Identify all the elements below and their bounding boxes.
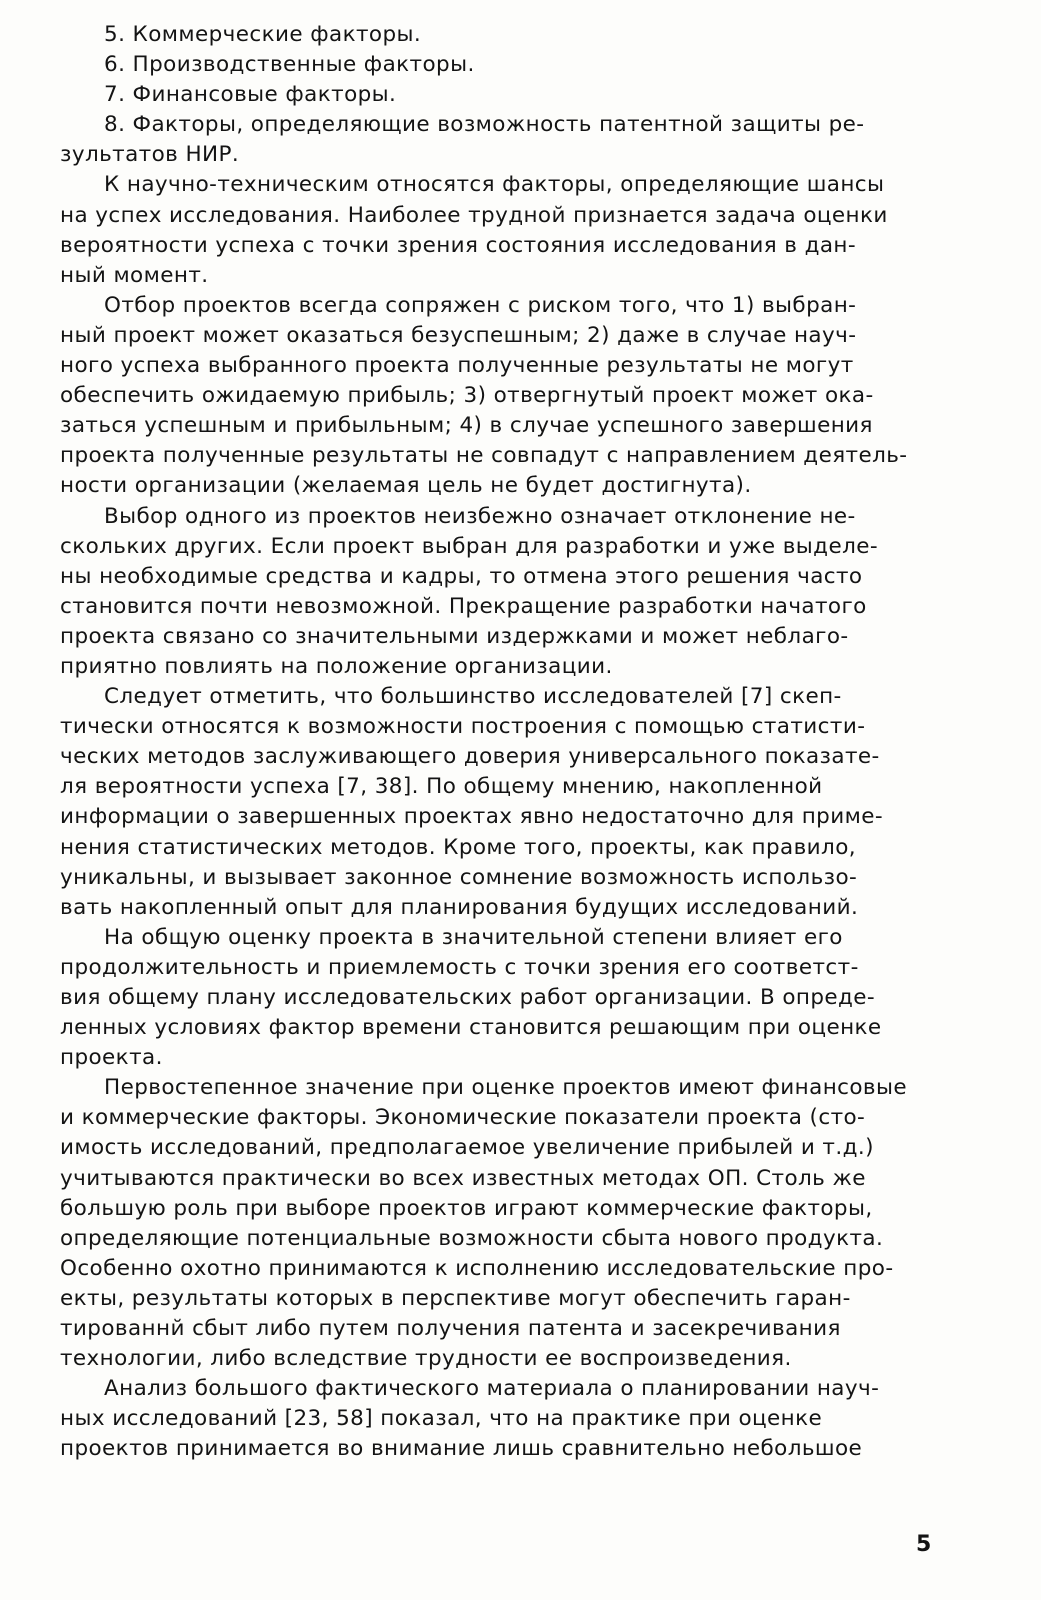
text-line: заться успешным и прибыльным; 4) в случае успешного завершения bbox=[60, 413, 873, 439]
text-line: екты, результаты которых в перспективе могут обеспечить гаран- bbox=[60, 1285, 851, 1311]
text-line: информации о завершенных проектах явно недостаточно для приме- bbox=[60, 804, 883, 830]
text-line: Следует отметить, что большинство исследователей [7] скеп- bbox=[104, 684, 842, 710]
factor-list bbox=[60, 20, 990, 170]
list-item: 8. Факторы, определяющие возможность патентной защиты ре- bbox=[104, 112, 865, 138]
text-line: вия общему плану исследовательских работ организации. В опреде- bbox=[60, 985, 876, 1010]
text-line: ленных условиях фактор времени становится решающим при оценке bbox=[60, 1015, 882, 1041]
text-line: вать накопленный опыт для планирования будущих исследований. bbox=[60, 894, 859, 920]
paragraph bbox=[60, 1073, 990, 1374]
text-line: учитываются практически во всех известных методах ОП. Столь же bbox=[60, 1165, 866, 1191]
text-line: ля вероятности успеха [7, 38]. По общему мнению, накопленной bbox=[60, 774, 823, 800]
text-line: тированнй сбыт либо путем получения патента и засекречивания bbox=[60, 1316, 841, 1342]
text-line: проекта. bbox=[60, 1045, 163, 1071]
list-item-continuation: зультатов НИР. bbox=[60, 142, 240, 168]
text-line: на успех исследования. Наиболее трудной признается задача оценки bbox=[60, 202, 888, 228]
text-line: обеспечить ожидаемую прибыль; 3) отвергнутый проект может ока- bbox=[60, 383, 874, 409]
text-line: ческих методов заслуживающего доверия универсального показате- bbox=[60, 744, 880, 770]
list-item: 7. Финансовые факторы. bbox=[104, 82, 397, 108]
text-line: ных исследований [23, 58] показал, что на практике при оценке bbox=[60, 1406, 823, 1432]
text-line: вероятности успеха с точки зрения состояния исследования в дан- bbox=[60, 232, 857, 258]
paragraphs bbox=[60, 170, 990, 1464]
text-line: приятно повлиять на положение организации. bbox=[60, 653, 613, 679]
paragraph bbox=[60, 1374, 990, 1464]
text-line: Первостепенное значение при оценке проектов имеют финансовые bbox=[104, 1075, 907, 1101]
text-line: тически относятся к возможности построения с помощью статисти- bbox=[60, 714, 866, 740]
text-line: На общую оценку проекта в значительной степени влияет его bbox=[104, 924, 843, 950]
page-number: 5 bbox=[916, 1532, 932, 1557]
text-line: проекта связано со значительными издержками и может неблаго- bbox=[60, 623, 849, 649]
text-line: ности организации (желаемая цель не будет достигнута). bbox=[60, 473, 752, 499]
list-item: 5. Коммерческие факторы. bbox=[104, 22, 422, 47]
paragraph bbox=[60, 502, 990, 683]
text-line: большую роль при выборе проектов играют коммерческие факторы, bbox=[60, 1195, 873, 1221]
paragraph bbox=[60, 170, 990, 290]
text-line: Выбор одного из проектов неизбежно означает отклонение не- bbox=[104, 503, 856, 529]
text-line: уникальны, и вызывает законное сомнение возможность использо- bbox=[60, 864, 858, 890]
text-line: Особенно охотно принимаются к исполнению исследовательские про- bbox=[60, 1255, 894, 1281]
text-line: продолжительность и приемлемость с точки зрения его соответст- bbox=[60, 954, 859, 980]
text-line: становится почти невозможной. Прекращение разработки начатого bbox=[60, 593, 867, 619]
text-line: имость исследований, предполагаемое увеличение прибылей и т.д.) bbox=[60, 1135, 874, 1161]
text-line: проектов принимается во внимание лишь сравнительно небольшое bbox=[60, 1436, 863, 1462]
text-line: ного успеха выбранного проекта полученные результаты не могут bbox=[60, 353, 854, 379]
text-line: К научно-техническим относятся факторы, определяющие шансы bbox=[104, 172, 885, 198]
text-line: Анализ большого фактического материала о планировании науч- bbox=[104, 1376, 880, 1402]
paragraph bbox=[60, 291, 990, 502]
text-line: и коммерческие факторы. Экономические показатели проекта (сто- bbox=[60, 1105, 866, 1131]
paragraph bbox=[60, 923, 990, 1073]
list-item: 6. Производственные факторы. bbox=[104, 52, 475, 78]
text-line: нения статистических методов. Кроме того, проекты, как правило, bbox=[60, 834, 856, 860]
text-line: ный проект может оказаться безуспешным; 2) даже в случае науч- bbox=[60, 322, 857, 348]
text-line: ный момент. bbox=[60, 262, 209, 288]
text-line: определяющие потенциальные возможности сбыта нового продукта. bbox=[60, 1225, 884, 1251]
text-line: технологии, либо вследствие трудности ее воспроизведения. bbox=[60, 1346, 792, 1372]
text-line: скольких других. Если проект выбран для разработки и уже выделе- bbox=[60, 533, 879, 559]
text-line: проекта полученные результаты не совпадут с направлением деятель- bbox=[60, 443, 908, 469]
text-line: ны необходимые средства и кадры, то отмена этого решения часто bbox=[60, 563, 863, 589]
paragraph bbox=[60, 682, 990, 923]
text-line: Отбор проектов всегда сопряжен с риском того, что 1) выбран- bbox=[104, 292, 857, 318]
body-text bbox=[60, 20, 990, 1465]
